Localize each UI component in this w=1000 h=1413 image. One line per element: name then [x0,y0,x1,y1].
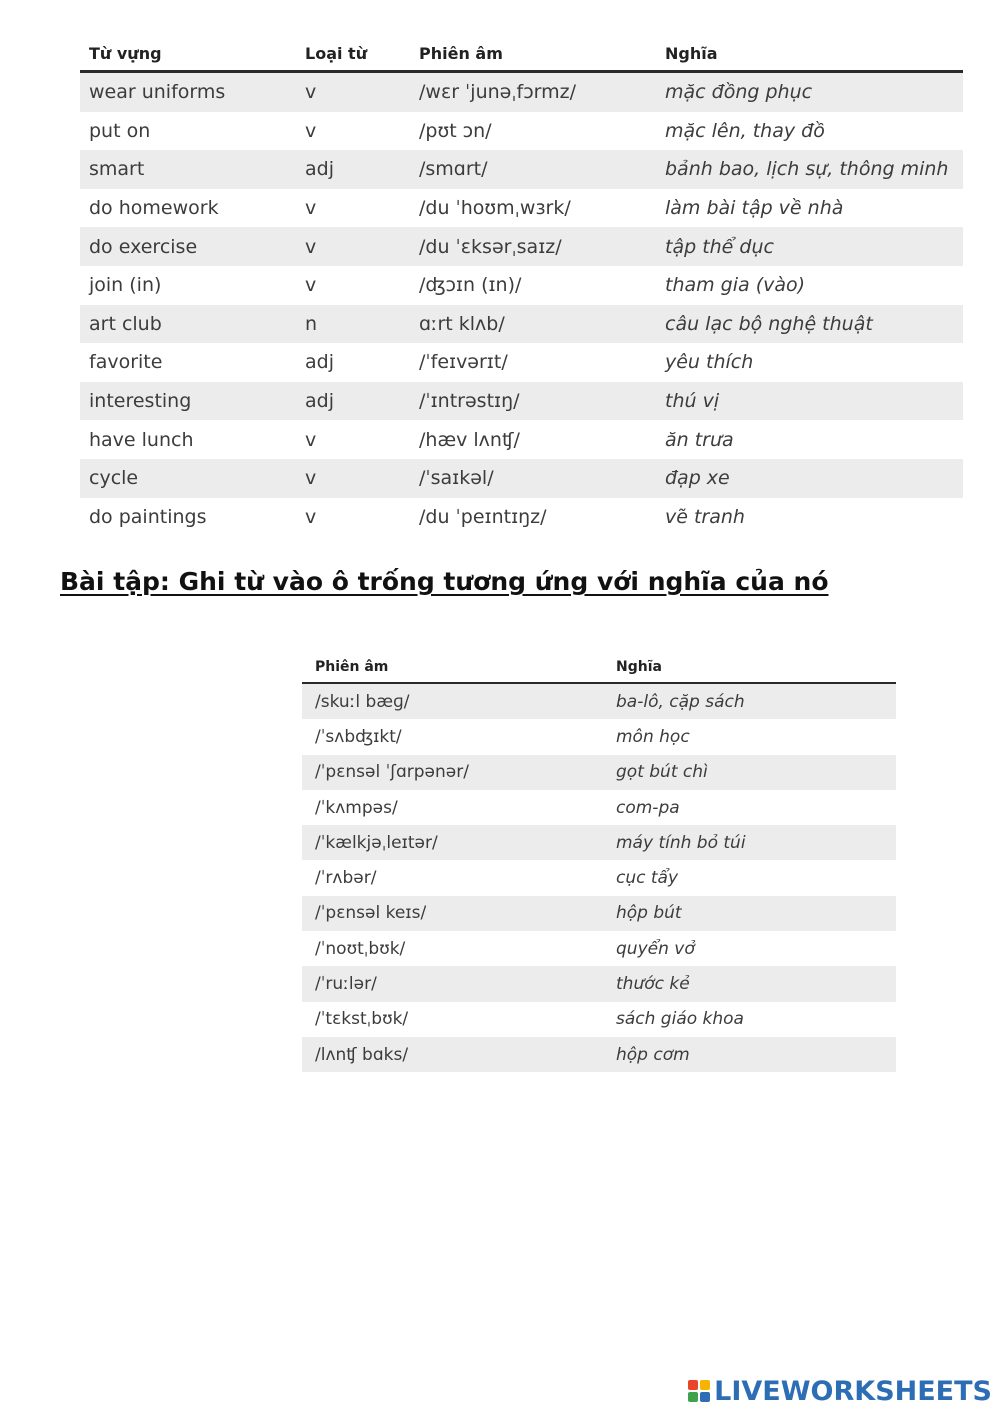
practice-cell-pronunciation: /ˈnoʊtˌbʊk/ [315,938,406,959]
practice-cell-meaning: cục tẩy [616,868,679,889]
cell-word: have lunch [89,428,194,451]
cell-pronunciation: /du ˈɛksərˌsaɪz/ [410,227,656,266]
cell-meaning: mặc lên, thay đồ [665,119,825,142]
cell-meaning: bảnh bao, lịch sự, thông minh [656,150,963,189]
practice-cell-meaning: com-pa [616,797,680,818]
cell-word-type: adj [305,351,334,374]
practice-cell-pronunciation: /ˈkʌmpəs/ [315,797,398,818]
cell-word-type: v [305,274,317,297]
table-row [302,860,896,895]
practice-cell-meaning: sách giáo khoa [616,1009,744,1030]
cell-word: do homework [89,197,219,220]
cell-pronunciation: /pʊt ɔn/ [419,119,492,142]
cell-word-type: v [305,428,317,451]
cell-word: join (in) [89,274,162,297]
practice-cell-meaning: quyển vở [616,938,695,959]
cell-pronunciation: /ˈsaɪkəl/ [410,459,656,498]
cell-word-type: v [305,505,317,528]
logo-text: LIVEWORKSHEETS [714,1375,992,1407]
cell-word-type: v [305,197,317,220]
table-row [80,343,963,382]
table-row [302,755,896,790]
table-row [80,459,963,498]
header-meaning: Nghĩa [656,36,963,72]
cell-meaning: yêu thích [665,351,754,374]
cell-pronunciation: ɑːrt klʌb/ [410,305,656,344]
cell-word: do paintings [89,505,207,528]
table-row [302,790,896,825]
cell-pronunciation: /ˈɪntrəstɪŋ/ [410,382,656,421]
practice-cell-meaning: gọt bút chì [603,755,896,790]
cell-meaning: câu lạc bộ nghệ thuật [656,305,963,344]
cell-word-type: v [296,459,410,498]
table-row [80,498,963,537]
practice-cell-pronunciation: /ˈrʌbər/ [315,868,377,889]
logo-square-1 [688,1380,698,1390]
cell-word-type: adj [296,150,410,189]
cell-meaning: vẽ tranh [665,505,745,528]
cell-pronunciation: /wɛr ˈjunəˌfɔrmz/ [410,72,656,112]
table-row [302,966,896,1001]
header-word-type: Loại từ [296,36,410,72]
liveworksheets-logo[interactable] [688,1375,992,1407]
table-row [80,72,963,112]
cell-pronunciation: /du ˈhoʊmˌwɜrk/ [419,197,571,220]
cell-pronunciation: /ˈfeɪvərɪt/ [419,351,508,374]
table-row [80,266,963,305]
cell-meaning: mặc đồng phục [656,72,963,112]
cell-word-type: v [296,72,410,112]
cell-word: interesting [80,382,296,421]
table-row [302,719,896,754]
practice-cell-pronunciation: /skuːl bæɡ/ [302,683,603,719]
cell-pronunciation: /smɑrt/ [410,150,656,189]
cell-pronunciation: /hæv lʌnʧ/ [419,428,520,451]
logo-square-4 [700,1392,710,1402]
table-row [80,112,963,151]
cell-word: put on [89,119,151,142]
cell-word-type: v [305,119,317,142]
practice-cell-pronunciation: /ˈsʌbʤɪkt/ [315,726,402,747]
practice-cell-pronunciation: /ˈpɛnsəl ˈʃɑrpənər/ [302,755,603,790]
cell-word-type: adj [296,382,410,421]
practice-cell-meaning: hộp cơm [603,1037,896,1072]
cell-meaning: tham gia (vào) [665,274,806,297]
practice-cell-meaning: hộp bút [603,896,896,931]
cell-word-type: n [296,305,410,344]
table-row [302,931,896,966]
practice-table [302,652,896,1072]
practice-cell-pronunciation: /ˈpɛnsəl keɪs/ [302,896,603,931]
cell-meaning: ăn trưa [665,428,734,451]
table-row [302,683,896,719]
vocabulary-header-row [80,36,963,72]
practice-cell-pronunciation: /ˈruːlər/ [302,966,603,1001]
table-row [302,825,896,860]
practice-header-pronunciation: Phiên âm [302,652,603,683]
cell-pronunciation: /ʤɔɪn (ɪn)/ [419,274,522,297]
table-row [80,189,963,228]
header-pronunciation: Phiên âm [410,36,656,72]
table-row [80,420,963,459]
exercise-title: Bài tập: Ghi từ vào ô trống tương ứng với nghĩa của nó [60,567,829,596]
logo-square-2 [700,1380,710,1390]
cell-word: favorite [89,351,163,374]
cell-word-type: v [296,227,410,266]
table-row [80,150,963,189]
practice-cell-meaning: ba-lô, cặp sách [603,683,896,719]
cell-pronunciation: /du ˈpeɪntɪŋz/ [419,505,547,528]
header-word: Từ vựng [80,36,296,72]
cell-word: cycle [80,459,296,498]
practice-cell-meaning: môn học [616,726,690,747]
cell-word: art club [80,305,296,344]
practice-cell-meaning: thước kẻ [603,966,896,1001]
table-row [80,382,963,421]
cell-word: smart [80,150,296,189]
cell-word: wear uniforms [80,72,296,112]
cell-meaning: đạp xe [656,459,963,498]
vocabulary-table [80,36,963,536]
logo-icon [688,1380,710,1402]
table-row [302,1002,896,1037]
cell-word: do exercise [80,227,296,266]
table-row [302,1037,896,1072]
practice-header-meaning: Nghĩa [603,652,896,683]
practice-header-row [302,652,896,683]
cell-meaning: làm bài tập về nhà [665,197,844,220]
practice-cell-pronunciation: /ˈkælkjəˌleɪtər/ [302,825,603,860]
practice-cell-meaning: máy tính bỏ túi [603,825,896,860]
table-row [80,305,963,344]
table-row [80,227,963,266]
practice-cell-pronunciation: /lʌnʧ bɑks/ [302,1037,603,1072]
cell-meaning: tập thể dục [656,227,963,266]
logo-square-3 [688,1392,698,1402]
practice-cell-pronunciation: /ˈtɛkstˌbʊk/ [315,1009,409,1030]
vocabulary-rows [80,72,963,537]
cell-meaning: thú vị [656,382,963,421]
practice-rows [302,683,896,1072]
table-row [302,896,896,931]
